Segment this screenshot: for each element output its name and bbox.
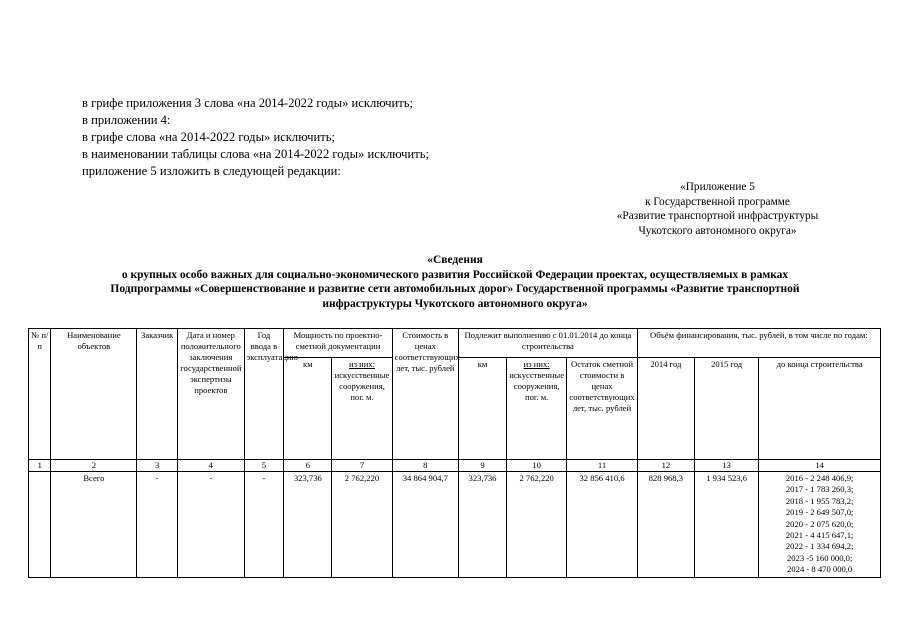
total-2015: 1 934 523,6	[694, 472, 758, 578]
column-number: 4	[178, 460, 244, 472]
header-year: Год ввода в эксплуатацию	[244, 329, 284, 460]
year-entry: 2022 - 1 334 694,2;	[785, 541, 854, 552]
header-remaining-group: Подлежит выполнению с 01.01.2014 до конца строительства	[459, 329, 638, 358]
title-line: о крупных особо важных для социально-экономического развития Российской Федерации проектах, осуществляемых в рамках	[121, 268, 789, 281]
table-row-total	[29, 472, 881, 578]
column-number: 10	[507, 460, 567, 472]
header-cost: Стоимость в ценах соответствующих лет, тыс. рублей	[392, 329, 458, 460]
header-remaining-structures	[507, 358, 567, 460]
year-entry: 2021 - 4 415 647,1;	[785, 530, 854, 541]
total-year: -	[244, 472, 284, 578]
column-number: 14	[759, 460, 881, 472]
total-num	[29, 472, 51, 578]
column-number: 2	[51, 460, 137, 472]
table-title	[40, 253, 870, 311]
header-remaining-cost: Остаток сметной стоимости в ценах соответствующих лет, тыс. рублей	[567, 358, 637, 460]
column-number: 12	[637, 460, 694, 472]
column-number: 11	[567, 460, 637, 472]
header-capacity-group: Мощность по проектно-сметной документации	[284, 329, 392, 358]
header-name: Наименование объектов	[51, 329, 137, 460]
title-line: инфраструктуры Чукотского автономного округа»	[322, 297, 588, 310]
appendix-line: «Приложение 5	[680, 181, 755, 193]
total-2014: 828 968,3	[637, 472, 694, 578]
total-remaining-km: 323,736	[459, 472, 507, 578]
header-expertise: Дата и номер положительного заключения государственной экспертизы проектов	[178, 329, 244, 460]
column-number: 13	[694, 460, 758, 472]
header-2015: 2015 год	[694, 358, 758, 460]
intro-line: в грифе слова «на 2014-2022 годы» исключить;	[82, 130, 335, 144]
header-remaining-km: км	[459, 358, 507, 460]
total-customer: -	[137, 472, 178, 578]
intro-line: в наименовании таблицы слова «на 2014-2022 годы» исключить;	[82, 147, 429, 161]
year-entry: 2016 - 2 248 406,9;	[785, 473, 854, 483]
header-2014: 2014 год	[637, 358, 694, 460]
total-remaining-cost: 32 856 410,6	[567, 472, 637, 578]
total-cost: 34 864 904,7	[392, 472, 458, 578]
header-number: № п/п	[29, 329, 51, 460]
year-entry: 2023 -5 160 000,0;	[786, 552, 853, 563]
header-km: км	[284, 358, 332, 460]
intro-line: приложение 5 изложить в следующей редакции:	[82, 164, 341, 178]
header-to-end: до конца строительства	[759, 358, 881, 460]
projects-table	[28, 328, 881, 578]
total-remaining-structures: 2 762,220	[507, 472, 567, 578]
total-years-to-end	[759, 472, 881, 578]
intro-paragraph	[82, 95, 429, 180]
column-number: 3	[137, 460, 178, 472]
header-remaining-structures-text: искусственные сооружения, пог. м.	[509, 370, 565, 402]
column-number: 7	[332, 460, 392, 472]
total-name: Всего	[51, 472, 137, 578]
column-number-row	[29, 460, 881, 472]
intro-line: в грифе приложения 3 слова «на 2014-2022 годы» исключить;	[82, 96, 413, 110]
appendix-line: к Государственной программе	[645, 195, 790, 208]
appendix-line: Чукотского автономного округа»	[638, 224, 797, 237]
column-number: 9	[459, 460, 507, 472]
title-line: Подпрограммы «Совершенствование и развитие сети автомобильных дорог» Государственной программы «Развитие транспортной	[110, 283, 800, 296]
header-finance-group: Объём финансирования, тыс. рублей, в том числе по годам:	[637, 329, 880, 358]
year-entry: 2018 - 1 955 783,2;	[785, 495, 854, 506]
header-structures	[332, 358, 392, 460]
year-entry: 2019 - 2 649 507,0;	[785, 507, 854, 518]
column-number: 1	[29, 460, 51, 472]
header-structures-text: искусственные сооружения, пог. м.	[334, 370, 390, 402]
total-expertise: -	[178, 472, 244, 578]
header-customer: Заказчик	[137, 329, 178, 460]
header-structures-label: из них:	[348, 359, 375, 369]
year-entry: 2017 - 1 783 260,3;	[785, 484, 854, 495]
year-entry: 2024 - 8 470 000,0	[787, 564, 853, 575]
appendix-line: «Развитие транспортной инфраструктуры	[616, 210, 819, 222]
header-row-top	[29, 329, 881, 358]
column-number: 8	[392, 460, 458, 472]
intro-line: в приложении 4:	[82, 113, 171, 127]
appendix-caption	[585, 180, 850, 238]
title-line: «Сведения	[427, 254, 483, 266]
column-number: 5	[244, 460, 284, 472]
total-km: 323,736	[284, 472, 332, 578]
total-structures: 2 762,220	[332, 472, 392, 578]
column-number: 6	[284, 460, 332, 472]
header-remaining-structures-label: из них:	[523, 359, 550, 369]
year-entry: 2020 - 2 075 620,0;	[785, 518, 854, 529]
